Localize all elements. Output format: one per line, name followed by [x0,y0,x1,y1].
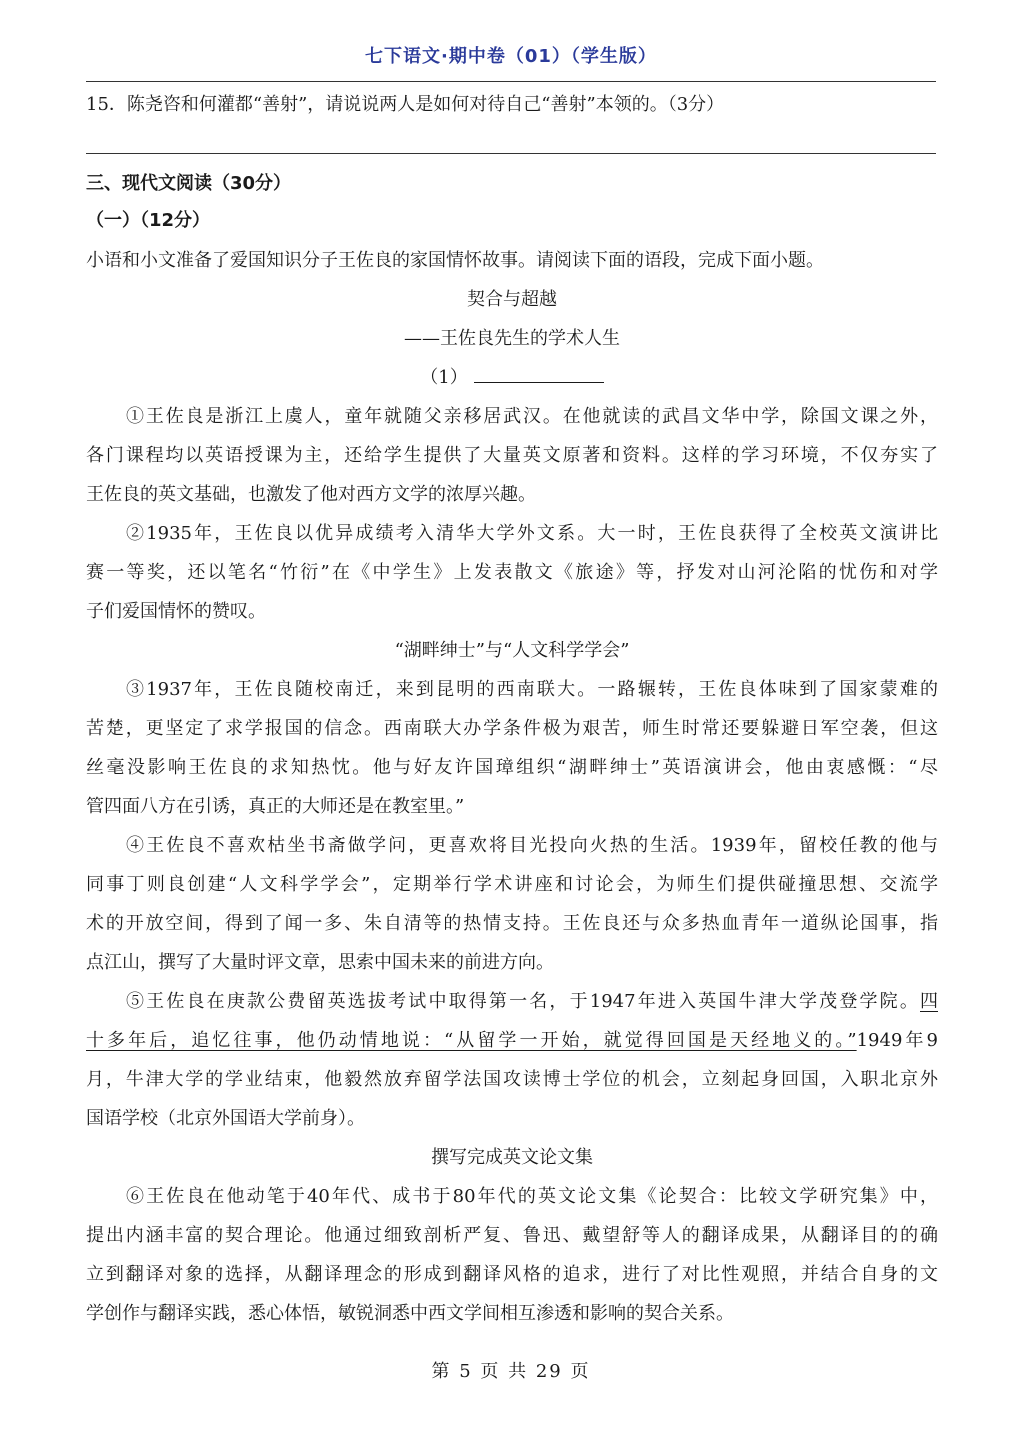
intro-text: 小语和小文准备了爱国知识分子王佐良的家国情怀故事。请阅读下面的语段，完成下面小题。 [86,250,824,271]
paragraph-5-line: 月，牛津大学的学业结束，他毅然放弃留学法国攻读博士学位的机会，立刻起身回国，入职北京外 [86,1069,938,1090]
paragraph-1-line: 王佐良的英文基础，也激发了他对西方文学的浓厚兴趣。 [86,484,536,505]
paragraph-5-line: 国语学校（北京外国语大学前身）。 [86,1108,365,1129]
paragraph-1-line: 各门课程均以英语授课为主，还给学生提供了大量英文原著和资料。这样的学习环境，不仅夯实了 [86,445,938,466]
header-divider [86,81,936,82]
paragraph-5-text: ⑤王佐良在庚款公费留英选拔考试中取得第一名，于1947年进入英国牛津大学茂登学院。 [126,991,920,1012]
paragraph-4-line: 同事丁则良创建“人文科学学会”，定期举行学术讲座和讨论会，为师生们提供碰撞思想、交流学 [86,874,938,895]
paragraph-2-line: 子们爱国情怀的赞叹。 [86,601,266,622]
section-title: 三、现代文阅读（30分） [86,173,292,194]
fill-in-blank[interactable] [474,366,604,383]
section-heading-3: 撰写完成英文论文集 [431,1147,593,1168]
question-15: 15．陈尧咨和何灌都“善射”，请说说两人是如何对待自己“善射”本领的。（3分） [86,94,725,115]
paragraph-3-line: 苦楚，更坚定了求学报国的信念。西南联大办学条件极为艰苦，师生时常还要躲避日军空袭，但这 [86,718,938,739]
paragraph-3-line: 管四面八方在引诱，真正的大师还是在教室里。” [86,796,465,817]
blank-label: （1） [420,367,468,388]
section-heading-2: “湖畔绅士”与“人文科学学会” [394,640,630,661]
paragraph-5-line [86,1029,938,1053]
paragraph-3-line: ③1937年，王佐良随校南迁，来到昆明的西南联大。一路辗转，王佐良体味到了国家蒙难的 [126,679,938,700]
underlined-sentence: 十多年后，追忆往事，他仍动情地说：“从留学一开始，就觉得回国是天经地义的。” [86,1030,857,1051]
paragraph-6-line: 立到翻译对象的选择，从翻译理念的形成到翻译风格的追求，进行了对比性观照，并结合自身的文 [86,1264,938,1285]
paragraph-2-line: ②1935年，王佐良以优异成绩考入清华大学外文系。大一时，王佐良获得了全校英文演讲比 [126,523,938,544]
paragraph-4-line: 点江山，撰写了大量时评文章，思索中国未来的前进方向。 [86,952,554,973]
paragraph-4-line: ④王佐良不喜欢枯坐书斋做学问，更喜欢将目光投向火热的生活。1939年，留校任教的他与 [126,835,938,856]
paragraph-6-line: 提出内涵丰富的契合理论。他通过细致剖析严复、鲁迅、戴望舒等人的翻译成果，从翻译目的的确 [86,1225,938,1246]
underlined-sentence: 四 [920,991,938,1012]
paragraph-6-line: ⑥王佐良在他动笔于40年代、成书于80年代的英文论文集《论契合：比较文学研究集》中， [126,1186,938,1207]
blank-heading [86,366,938,390]
paragraph-1-line: ①王佐良是浙江上虞人，童年就随父亲移居武汉。在他就读的武昌文华中学，除国文课之外， [126,406,938,427]
paragraph-5-line [86,990,938,1014]
article-title: 契合与超越 [467,289,557,310]
answer-line [86,153,936,154]
page-header-title: 七下语文·期中卷（01）（学生版） [365,46,657,67]
paragraph-5-text: 1949年9 [856,1030,938,1051]
paragraph-6-line: 学创作与翻译实践，悉心体悟，敏锐洞悉中西文学间相互渗透和影响的契合关系。 [86,1303,734,1324]
paragraph-4-line: 术的开放空间，得到了闻一多、朱自清等的热情支持。王佐良还与众多热血青年一道纵论国事，指 [86,913,938,934]
page-number: 第 5 页 共 29 页 [431,1361,591,1382]
paragraph-3-line: 丝毫没影响王佐良的求知热忱。他与好友许国璋组织“湖畔绅士”英语演讲会，他由衷感慨：“尽 [86,757,938,778]
paragraph-2-line: 赛一等奖，还以笔名“竹衍”在《中学生》上发表散文《旅途》等，抒发对山河沦陷的忧伤和对学 [86,562,938,583]
part-title: （一）（12分） [86,210,211,231]
article-subtitle: ——王佐良先生的学术人生 [404,328,620,349]
